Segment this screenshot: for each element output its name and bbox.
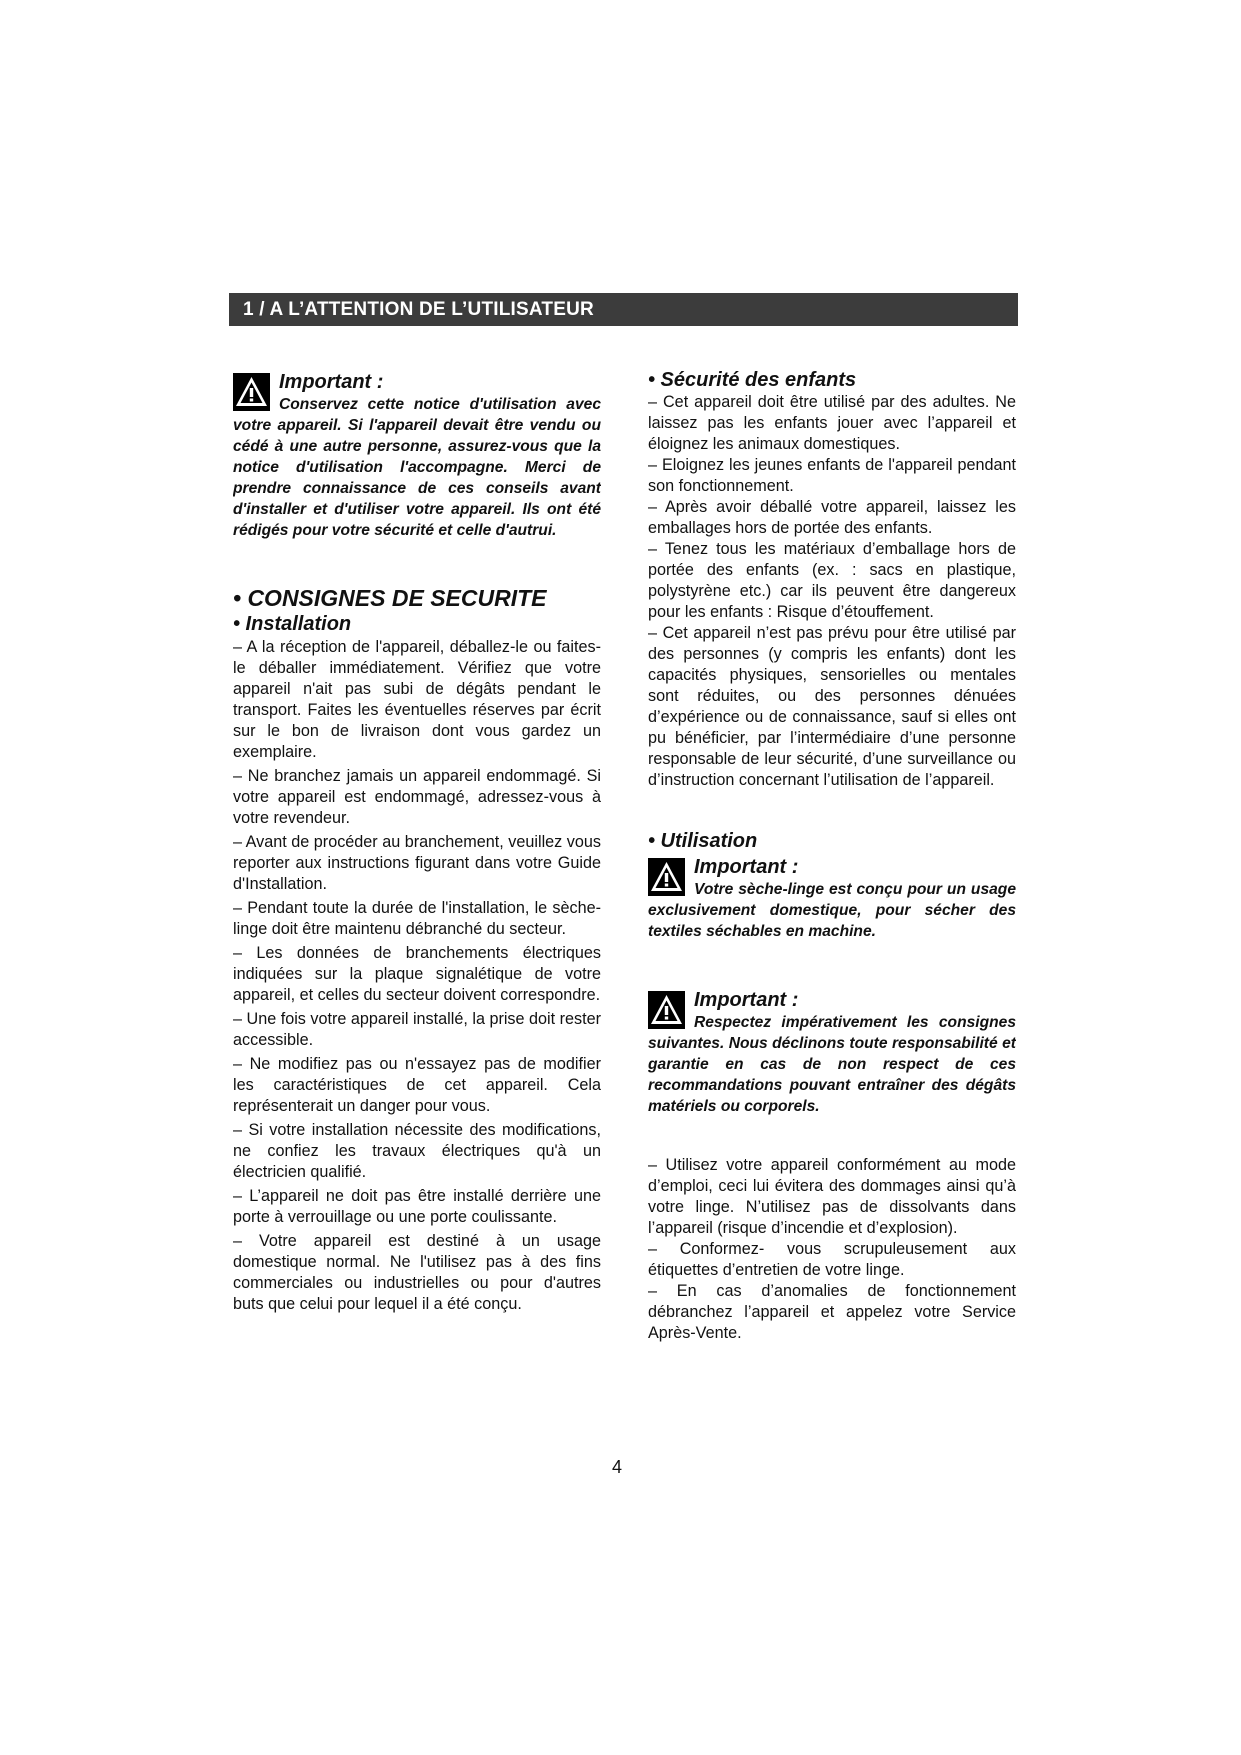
children-paragraph: – Après avoir déballé votre appareil, laissez les emballages hors de portée des enfants. [648, 498, 1016, 537]
important-notice [648, 855, 1016, 942]
important-title: Important : [694, 856, 799, 878]
installation-paragraph: – Votre appareil est destiné à un usage domestique normal. Ne l'utilisez pas à des fins commerciales ou industrielles ou pour d'autres buts que celui pour lequel il a été conçu. [233, 1232, 601, 1313]
section-header-title: 1 / A L’ATTENTION DE L’UTILISATEUR [243, 299, 594, 320]
important-notice [233, 370, 601, 541]
installation-paragraph: – Ne modifiez pas ou n'essayez pas de modifier les caractéristiques de cet appareil. Cela représenterait un danger pour vous. [233, 1055, 601, 1115]
warning-icon [648, 991, 685, 1029]
installation-paragraph: – Ne branchez jamais un appareil endommagé. Si votre appareil est endommagé, adressez-vous à votre revendeur. [233, 767, 601, 827]
installation-paragraph: – A la réception de l'appareil, déballez-le ou faites-le déballer immédiatement. Vérifiez que votre appareil n'ait pas subi de dégâts pendant le transport. Faites les éventuelles réserves par écrit sur le bon de livraison dont vous gardez un exemplaire. [233, 638, 601, 761]
children-paragraph: – Cet appareil doit être utilisé par des adultes. Ne laissez pas les enfants jouer avec l’appareil et éloignez les animaux domestiques. [648, 393, 1016, 453]
page-number: 4 [612, 1457, 623, 1477]
important-text: Respectez impérativement les consignes suivantes. Nous déclinons toute responsabilité et garantie en cas de non respect de ces recommandations pouvant entraîner des dégâts matériels ou corporels. [648, 1014, 1016, 1115]
utilisation-title: • Utilisation [648, 830, 758, 852]
safety-section-title: • CONSIGNES DE SECURITE [233, 585, 547, 611]
children-safety-title: • Sécurité des enfants [648, 369, 857, 391]
children-paragraph: – Eloignez les jeunes enfants de l'appareil pendant son fonctionnement. [648, 456, 1016, 495]
right-column [648, 368, 1016, 1344]
section-header-bar [229, 293, 1018, 326]
important-title: Important : [694, 989, 799, 1011]
children-paragraph: – Cet appareil n’est pas prévu pour être utilisé par des personnes (y compris les enfants) dont les capacités physiques, sensorielles ou mentales sont réduites, ou des personnes dénuées d’expérience ou de connaissance, sauf si elles ont pu bénéficier, par l’intermédiaire d’une personne responsable de leur sécurité, d’une surveillance ou d’instruction concernant l’utilisation de l’appareil. [648, 624, 1016, 789]
usage-paragraph: – Conformez- vous scrupuleusement aux étiquettes d’entretien de votre linge. [648, 1240, 1016, 1279]
installation-title: • Installation [233, 613, 352, 635]
usage-paragraph: – En cas d’anomalies de fonctionnement débranchez l’appareil et appelez votre Service Après-Vente. [648, 1282, 1016, 1342]
important-title: Important : [279, 371, 384, 393]
important-text: Conservez cette notice d'utilisation avec votre appareil. Si l'appareil devait être vendu ou cédé à une autre personne, assurez-vous que la notice d'utilisation l'accompagne. Merci de prendre connaissance de ces conseils avant d'installer et d'utiliser votre appareil. Ils ont été rédigés pour votre sécurité et celle d'autrui. [233, 396, 601, 539]
installation-paragraph: – Pendant toute la durée de l'installation, le sèche-linge doit être maintenu débranché du secteur. [233, 899, 601, 938]
installation-paragraph: – Avant de procéder au branchement, veuillez vous reporter aux instructions figurant dans votre Guide d'Installation. [233, 833, 601, 893]
important-notice [648, 988, 1016, 1117]
left-column [233, 370, 601, 1318]
children-paragraph: – Tenez tous les matériaux d’emballage hors de portée des enfants (ex. : sacs en plastique, polystyrène etc.) car ils peuvent être dangereux pour les enfants : Risque d’étouffement. [648, 540, 1016, 621]
installation-paragraph: – Une fois votre appareil installé, la prise doit rester accessible. [233, 1010, 601, 1049]
installation-paragraph: – Si votre installation nécessite des modifications, ne confiez les travaux électriques qu'à un électricien qualifié. [233, 1121, 601, 1181]
usage-paragraph: – Utilisez votre appareil conformément au mode d’emploi, ceci lui évitera des dommages ainsi qu’à votre linge. N’utilisez pas de dissolvants dans l’appareil (risque d’incendie et d’explosion). [648, 1156, 1016, 1237]
warning-icon [648, 858, 685, 896]
installation-paragraph: – L’appareil ne doit pas être installé derrière une porte à verrouillage ou une porte coulissante. [233, 1187, 601, 1226]
installation-paragraph: – Les données de branchements électriques indiquées sur la plaque signalétique de votre appareil, et celles du secteur doivent correspondre. [233, 944, 601, 1004]
important-text: Votre sèche-linge est conçu pour un usage exclusivement domestique, pour sécher des textiles séchables en machine. [648, 881, 1016, 940]
warning-icon [233, 373, 270, 411]
